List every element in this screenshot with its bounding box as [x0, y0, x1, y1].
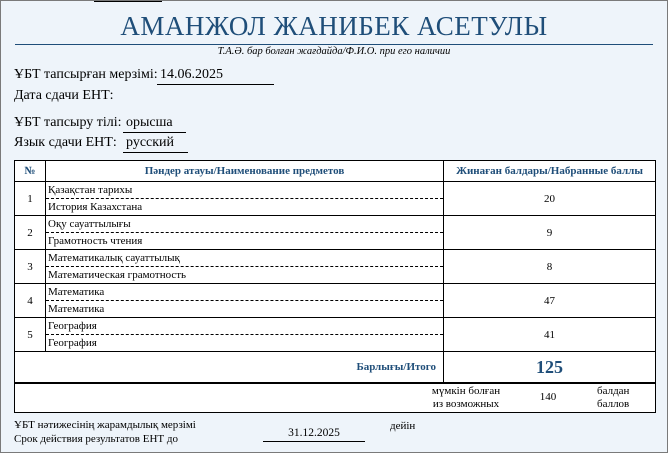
possible-unit-ru: баллов	[597, 398, 630, 410]
table-row	[15, 284, 656, 318]
row-subject	[46, 216, 444, 250]
validity-label-ru: Срок действия результатов ЕНТ до	[14, 433, 178, 445]
subject-name-kz: Қазақстан тарихы	[46, 182, 443, 199]
possible-label	[426, 385, 506, 411]
exam-date-value: 14.06.2025	[157, 66, 274, 85]
validity-label-kz: ҰБТ нәтижесінің жарамдылық мерзімі	[14, 419, 196, 431]
row-num: 2	[15, 216, 46, 250]
row-score: 41	[444, 318, 656, 352]
total-value: 125	[444, 352, 656, 383]
row-score: 47	[444, 284, 656, 318]
header-subject: Пәндер атауы/Наименование предметов	[46, 161, 444, 182]
possible-value: 140	[539, 391, 557, 403]
possible-label-kz: мүмкін болған	[431, 385, 501, 397]
header-num: №	[15, 161, 46, 182]
table-header-row	[15, 161, 656, 182]
validity-until: дейін	[390, 420, 416, 432]
row-score: 8	[444, 250, 656, 284]
possible-unit-kz: балдан	[597, 385, 630, 397]
header-score: Жинаған балдары/Набранные баллы	[444, 161, 656, 182]
row-subject	[46, 284, 444, 318]
possible-score-box	[14, 383, 656, 413]
table-row	[15, 216, 656, 250]
table-row	[15, 182, 656, 216]
subjects-table	[14, 160, 656, 383]
row-subject	[46, 250, 444, 284]
subject-name-ru: География	[48, 337, 97, 349]
row-subject	[46, 318, 444, 352]
row-num: 4	[15, 284, 46, 318]
total-row	[15, 352, 656, 383]
subject-name-ru: Грамотность чтения	[48, 235, 143, 247]
top-rule	[94, 1, 162, 2]
exam-lang-label-ru: Язык сдачи ЕНТ:	[14, 135, 117, 150]
subject-name-kz: Математикалық сауаттылық	[46, 250, 443, 267]
row-score: 9	[444, 216, 656, 250]
exam-date-label-kz: ҰБТ тапсырған мерзімі:	[14, 67, 158, 82]
exam-lang-value-kz: орысша	[123, 114, 186, 133]
possible-unit	[597, 385, 629, 411]
subject-name-ru: Математика	[48, 303, 105, 315]
exam-date-label-ru: Дата сдачи ЕНТ:	[14, 88, 114, 103]
row-num: 5	[15, 318, 46, 352]
subject-name-kz: Оқу сауаттылығы	[46, 216, 443, 233]
exam-lang-label-kz: ҰБТ тапсыру тілі:	[14, 115, 122, 130]
row-num: 1	[15, 182, 46, 216]
exam-lang-value-ru: русский	[123, 134, 188, 153]
subject-name-kz: География	[46, 318, 443, 335]
row-num: 3	[15, 250, 46, 284]
subject-name-kz: Математика	[46, 284, 443, 301]
validity-date: 31.12.2025	[263, 426, 365, 442]
row-subject	[46, 182, 444, 216]
table-row	[15, 250, 656, 284]
subject-name-ru: Математическая грамотность	[48, 269, 187, 281]
table-row	[15, 318, 656, 352]
row-score: 20	[444, 182, 656, 216]
total-label: Барлығы/Итого	[15, 352, 444, 383]
name-caption: Т.А.Ә. бар болған жағдайда/Ф.И.О. при его наличии	[217, 46, 451, 57]
full-name-title: АМАНЖОЛ ЖАНИБЕК АСЕТУЛЫ	[120, 11, 548, 41]
possible-label-ru: из возможных	[432, 398, 500, 410]
name-underline	[15, 44, 653, 45]
subject-name-ru: История Казахстана	[48, 201, 143, 213]
